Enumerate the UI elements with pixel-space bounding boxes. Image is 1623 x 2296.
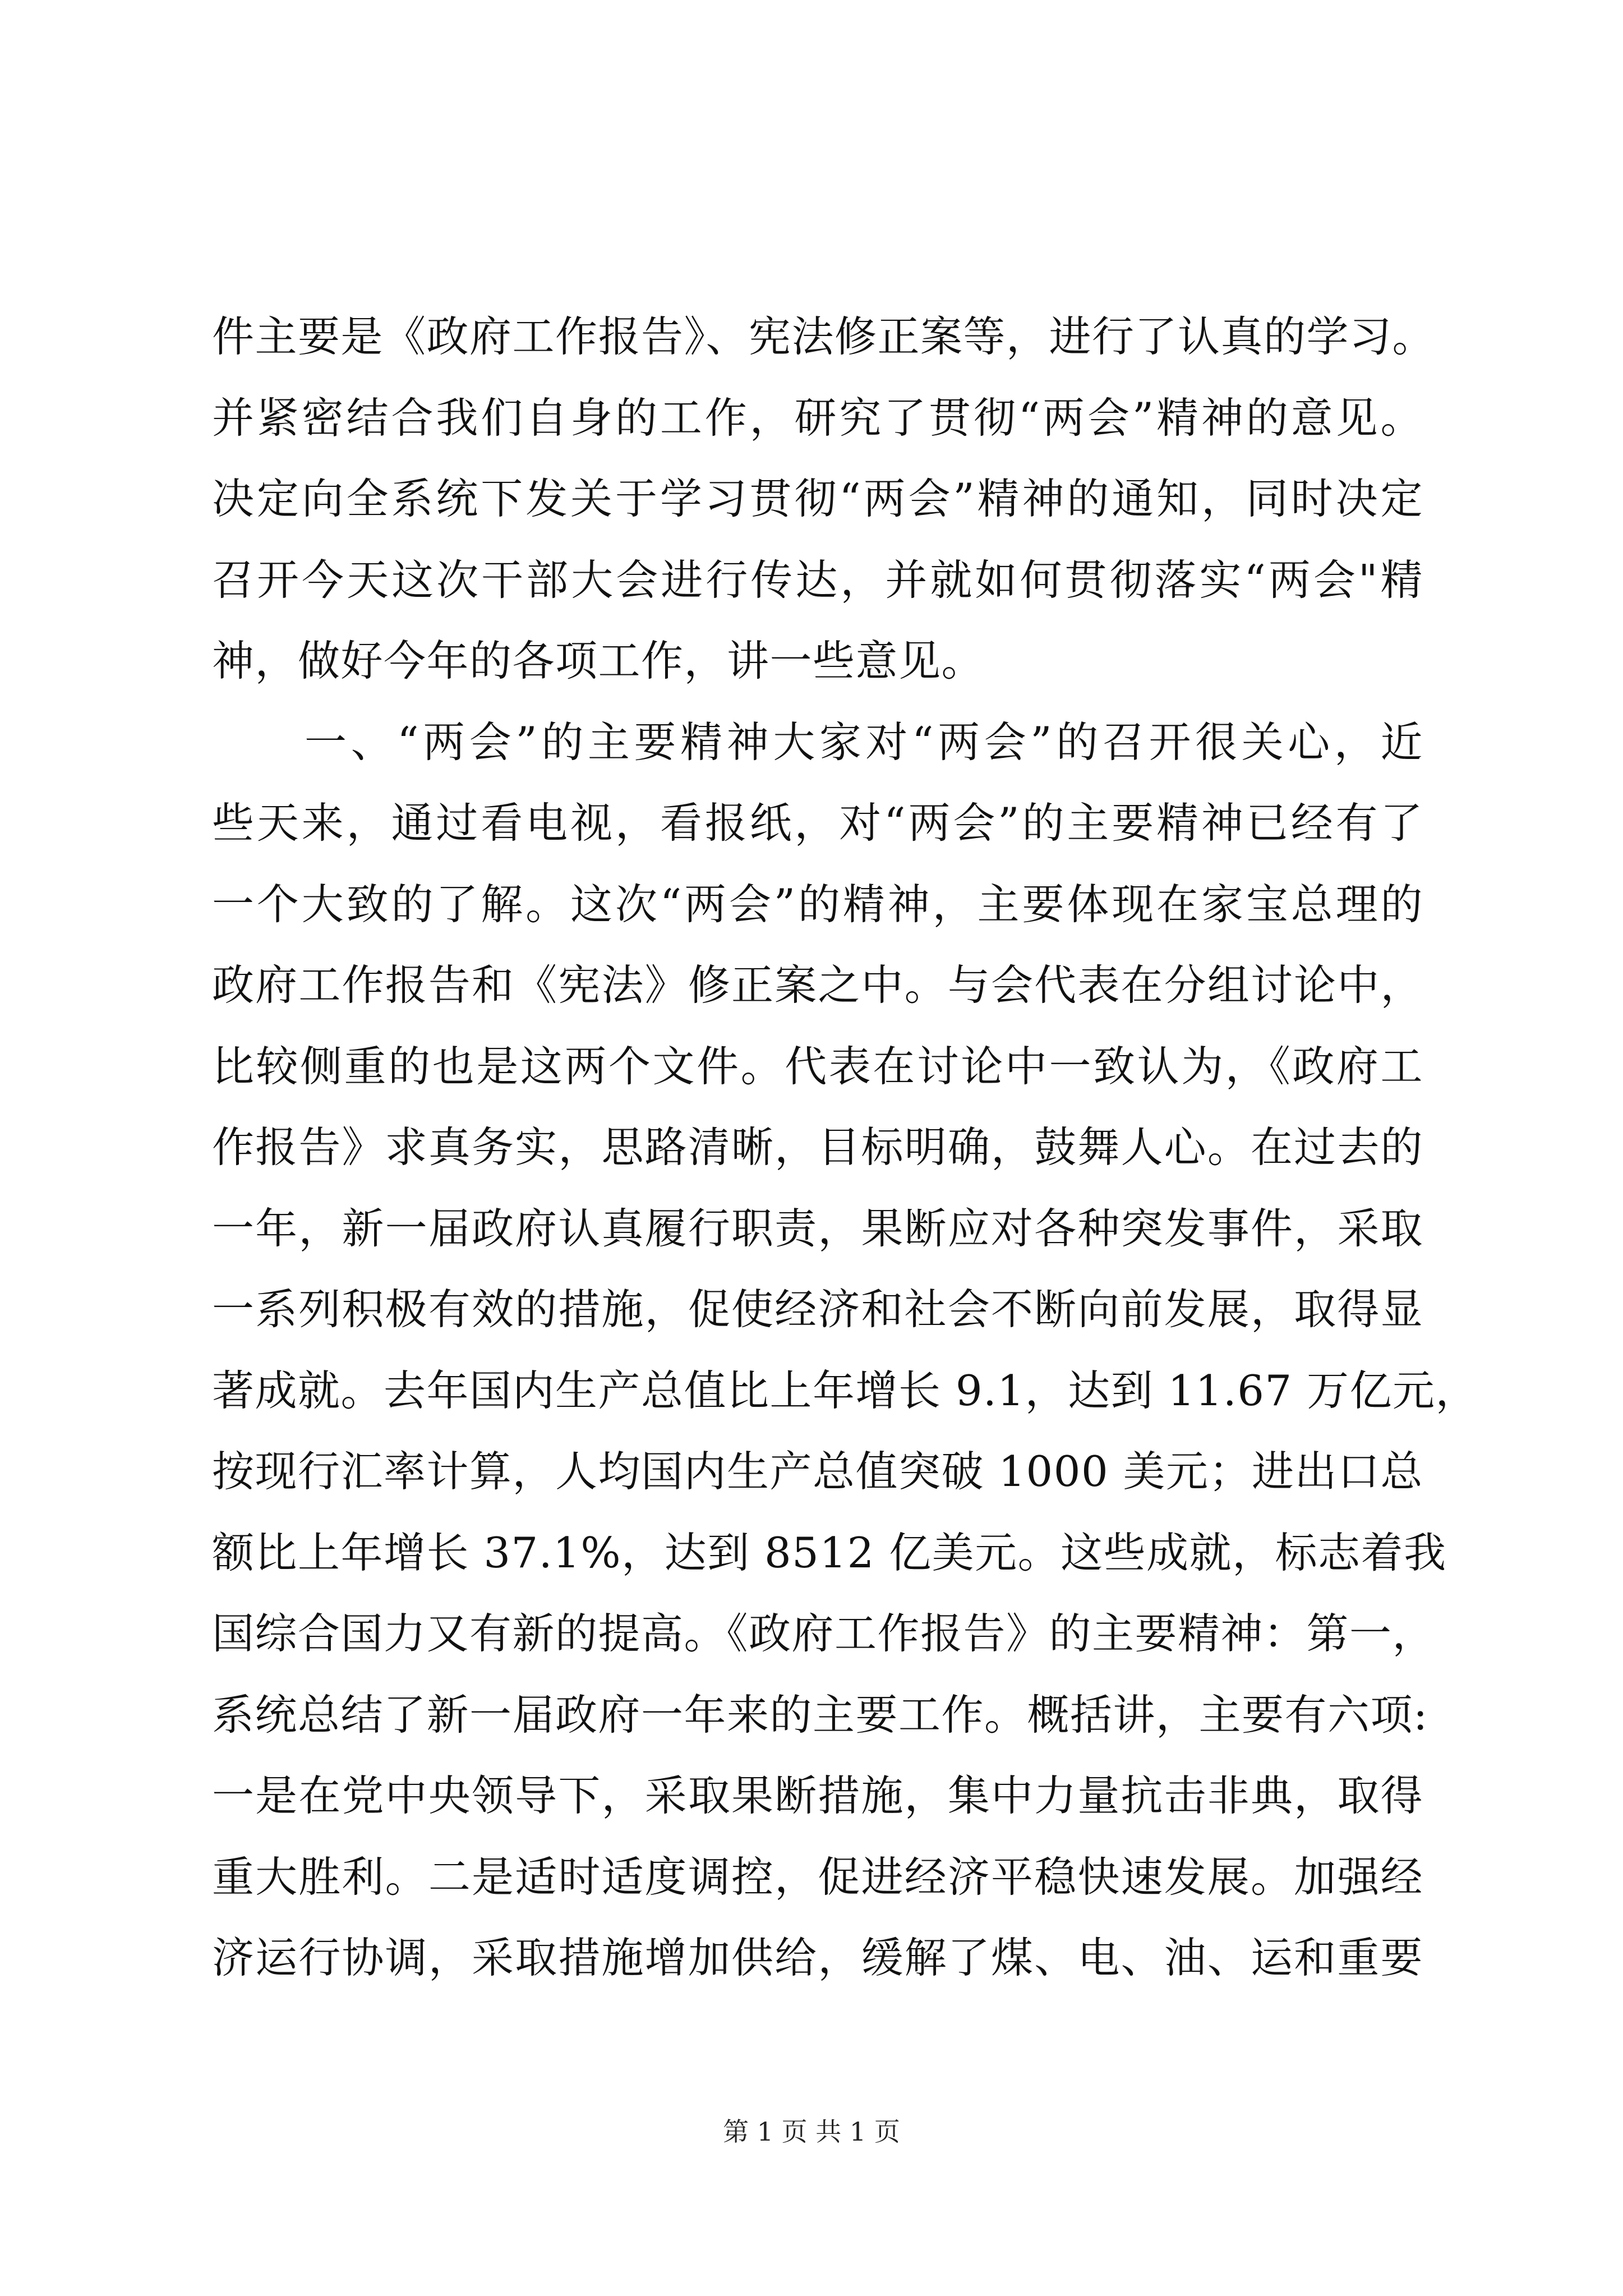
- text-line: 一系列积极有效的措施，促使经济和社会不断向前发展，取得显: [212, 1285, 1423, 1334]
- text-line: 政府工作报告和《宪法》修正案之中。与会代表在分组讨论中，: [212, 960, 1423, 1010]
- text-line: 决定向全系统下发关于学习贯彻“两会”精神的通知，同时决定: [212, 474, 1423, 523]
- text-line: 一是在党中央领导下，采取果断措施，集中力量抗击非典，取得: [212, 1771, 1423, 1820]
- text-line: 重大胜利。二是适时适度调控，促进经济平稳快速发展。加强经: [212, 1852, 1423, 1902]
- text-line: 召开今天这次干部大会进行传达，并就如何贯彻落实“两会"精: [212, 555, 1423, 605]
- text-line: 神，做好今年的各项工作，讲一些意见。: [212, 636, 985, 685]
- text-line: 并紧密结合我们自身的工作，研究了贯彻“两会”精神的意见。: [212, 393, 1423, 443]
- body-text: [212, 311, 1479, 2014]
- text-line: 一年，新一届政府认真履行职责，果断应对各种突发事件，采取: [212, 1203, 1423, 1253]
- page-number-footer: 第 1 页 共 1 页: [723, 2116, 900, 2147]
- text-line: 额比上年增长 37.1%，达到 8512 亿美元。这些成就，标志着我: [212, 1527, 1447, 1577]
- section-heading-line: 一、“两会”的主要精神大家对“两会”的召开很关心，近: [305, 717, 1423, 767]
- text-line: 一个大致的了解。这次“两会”的精神，主要体现在家宝总理的: [212, 879, 1423, 929]
- text-line: 按现行汇率计算，人均国内生产总值突破 1000 美元；进出口总: [212, 1447, 1424, 1496]
- text-line: 比较侧重的也是这两个文件。代表在讨论中一致认为，《政府工: [212, 1041, 1423, 1091]
- text-line: 些天来，通过看电视，看报纸，对“两会”的主要精神已经有了: [212, 798, 1423, 848]
- text-line: 著成就。去年国内生产总值比上年增长 9.1，达到 11.67 万亿元，: [212, 1365, 1479, 1415]
- text-line: 件主要是《政府工作报告》、宪法修正案等，进行了认真的学习。: [212, 312, 1436, 361]
- text-line: 系统总结了新一届政府一年来的主要工作。概括讲，主要有六项:: [212, 1690, 1428, 1740]
- text-line: 作报告》求真务实，思路清晰，目标明确，鼓舞人心。在过去的: [212, 1122, 1423, 1172]
- text-line: 国综合国力又有新的提高。《政府工作报告》的主要精神：第一，: [212, 1609, 1436, 1658]
- text-line: 济运行协调，采取措施增加供给，缓解了煤、电、油、运和重要: [212, 1933, 1423, 1982]
